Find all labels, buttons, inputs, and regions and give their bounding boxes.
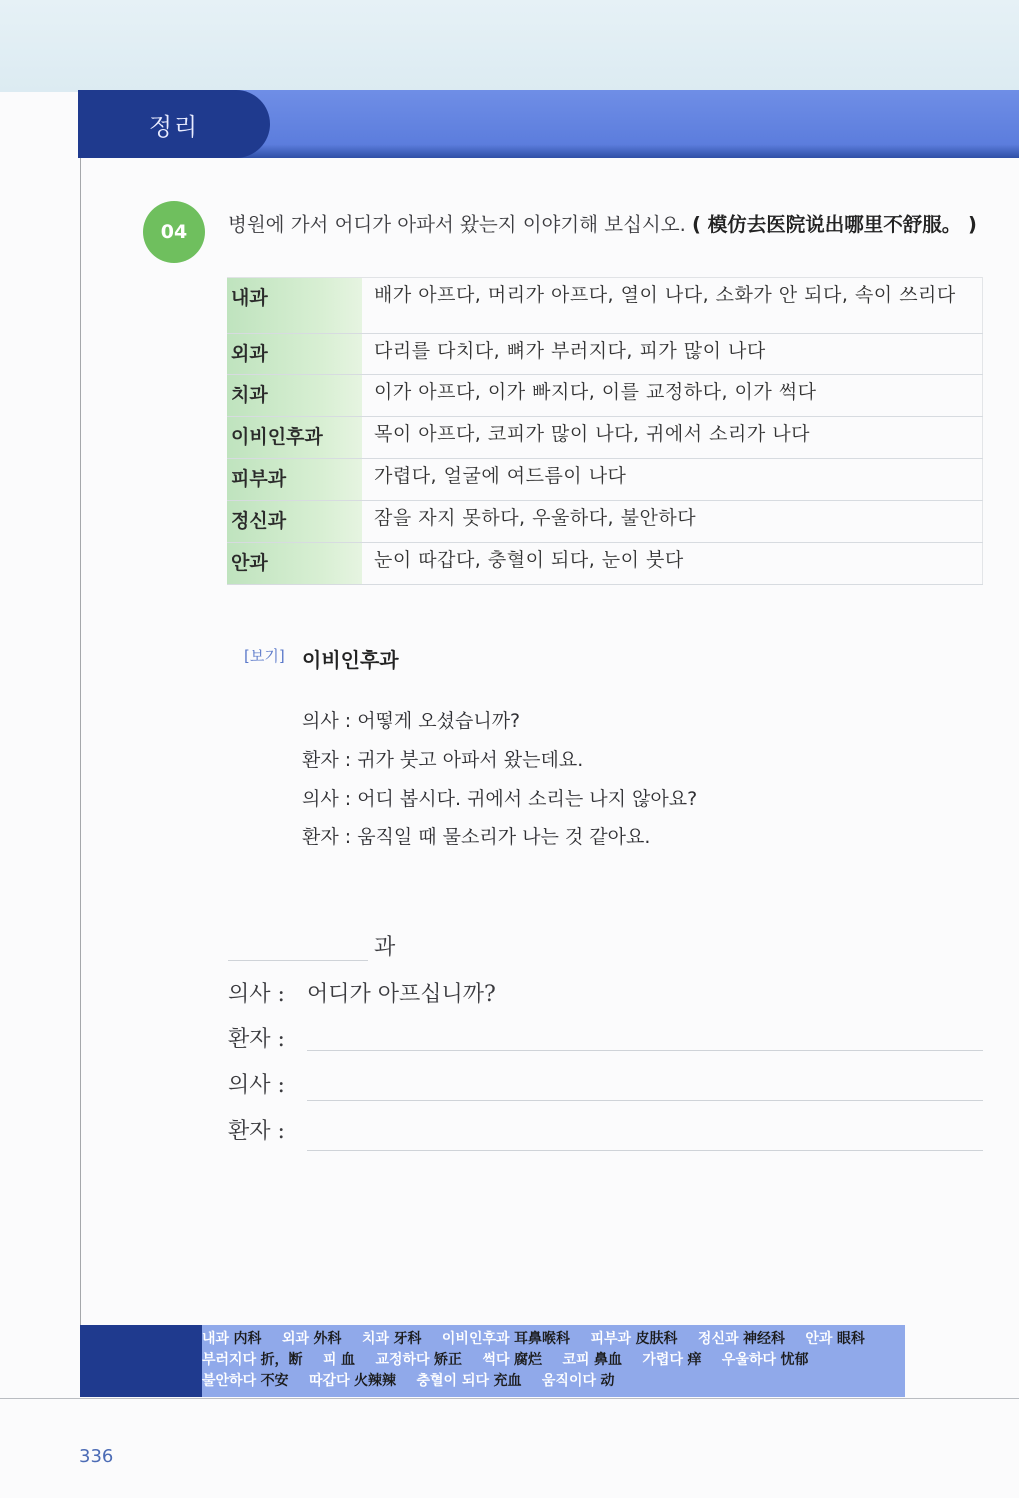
table-row xyxy=(227,334,983,375)
symptom-cell: 가렵다, 얼굴에 여드름이 나다 xyxy=(362,459,983,501)
vocab-entry: 부러지다 折，断 xyxy=(202,1352,303,1368)
table-row xyxy=(227,417,983,459)
dept-cell: 이비인후과 xyxy=(227,417,362,459)
dept-cell: 내과 xyxy=(227,278,362,334)
exercise-line-text: 어디가 아프십니까? xyxy=(307,982,496,1007)
bottom-rule xyxy=(0,1398,1019,1399)
exercise-answer-line[interactable] xyxy=(307,1100,983,1101)
vocab-line xyxy=(202,1371,905,1392)
dept-cell: 피부과 xyxy=(227,459,362,501)
dept-cell: 외과 xyxy=(227,334,362,375)
vocab-entry: 피부과 皮肤科 xyxy=(590,1331,678,1347)
vocab-entry: 외과 外科 xyxy=(281,1331,342,1347)
vocab-entry: 피 血 xyxy=(323,1352,355,1368)
symptom-cell: 목이 아프다, 코피가 많이 나다, 귀에서 소리가 나다 xyxy=(362,417,983,459)
table-row xyxy=(227,459,983,501)
vocab-entry: 우울하다 忧郁 xyxy=(721,1352,809,1368)
vocab-entry: 움직이다 动 xyxy=(541,1373,615,1389)
vocab-entry: 교정하다 矫正 xyxy=(375,1352,463,1368)
symptom-cell: 이가 아프다, 이가 빠지다, 이를 교정하다, 이가 썩다 xyxy=(362,375,983,417)
vocab-entry: 이비인후과 耳鼻喉科 xyxy=(441,1331,570,1347)
vocab-line xyxy=(202,1350,905,1371)
table-row xyxy=(227,278,983,334)
example-dialog-line: 환자 : 움직일 때 물소리가 나는 것 같아요. xyxy=(302,826,651,848)
vocab-entry: 썩다 腐烂 xyxy=(482,1352,542,1368)
symptom-cell: 잠을 자지 못하다, 우울하다, 불안하다 xyxy=(362,501,983,543)
vocab-entry: 불안하다 不安 xyxy=(202,1373,289,1389)
symptom-cell: 다리를 다치다, 뼈가 부러지다, 피가 많이 나다 xyxy=(362,334,983,375)
vocab-entry: 충혈이 되다 充血 xyxy=(416,1373,522,1389)
left-margin-rule xyxy=(80,158,81,1396)
section-title: 정리 xyxy=(148,112,200,141)
vocab-box xyxy=(202,1325,905,1397)
dept-cell: 치과 xyxy=(227,375,362,417)
vocab-entry: 내과 内科 xyxy=(202,1331,262,1347)
question-instruction xyxy=(228,211,988,239)
vocab-entry: 코피 鼻血 xyxy=(562,1352,622,1368)
section-header-tab xyxy=(78,90,270,158)
example-dialog-line: 환자 : 귀가 붓고 아파서 왔는데요. xyxy=(302,749,584,771)
instruction-chinese: ( 模仿去医院说出哪里不舒服。 ) xyxy=(692,213,977,236)
page-number: 336 xyxy=(79,1446,114,1467)
vocab-entry: 안과 眼科 xyxy=(805,1331,865,1347)
exercise-answer-line[interactable] xyxy=(307,1050,983,1051)
table-row xyxy=(227,375,983,417)
dept-answer-blank[interactable] xyxy=(228,960,368,961)
dept-cell: 안과 xyxy=(227,543,362,585)
vocab-entry: 가렵다 痒 xyxy=(642,1352,702,1368)
example-dialog-line: 의사 : 어떻게 오셨습니까? xyxy=(302,710,521,732)
table-row xyxy=(227,501,983,543)
instruction-korean: 병원에 가서 어디가 아파서 왔는지 이야기해 보십시오. xyxy=(228,213,686,236)
symptom-table xyxy=(227,277,983,585)
exercise-speaker: 의사 : xyxy=(228,1073,285,1098)
table-row xyxy=(227,543,983,585)
example-dialog-line: 의사 : 어디 봅시다. 귀에서 소리는 나지 않아요? xyxy=(302,788,698,810)
dept-cell: 정신과 xyxy=(227,501,362,543)
exercise-speaker: 환자 : xyxy=(228,1119,285,1144)
symptom-cell: 눈이 따갑다, 충혈이 되다, 눈이 붓다 xyxy=(362,543,983,585)
symptom-cell: 배가 아프다, 머리가 아프다, 열이 나다, 소화가 안 되다, 속이 쓰리다 xyxy=(362,278,983,334)
vocab-entry: 따갑다 火辣辣 xyxy=(309,1373,397,1389)
dept-suffix: 과 xyxy=(374,935,396,960)
example-title: 이비인후과 xyxy=(302,648,399,672)
vocab-box-accent xyxy=(80,1325,202,1397)
example-tag: [보기] xyxy=(244,647,285,665)
vocab-entry: 정신과 神经科 xyxy=(697,1331,785,1347)
exercise-answer-line[interactable] xyxy=(307,1150,983,1151)
vocab-line xyxy=(202,1329,905,1350)
exercise-speaker: 환자 : xyxy=(228,1027,285,1052)
vocab-entry: 치과 牙科 xyxy=(361,1331,422,1347)
question-number-badge: 04 xyxy=(143,201,205,263)
exercise-speaker: 의사 : xyxy=(228,982,285,1007)
top-background xyxy=(0,0,1019,92)
